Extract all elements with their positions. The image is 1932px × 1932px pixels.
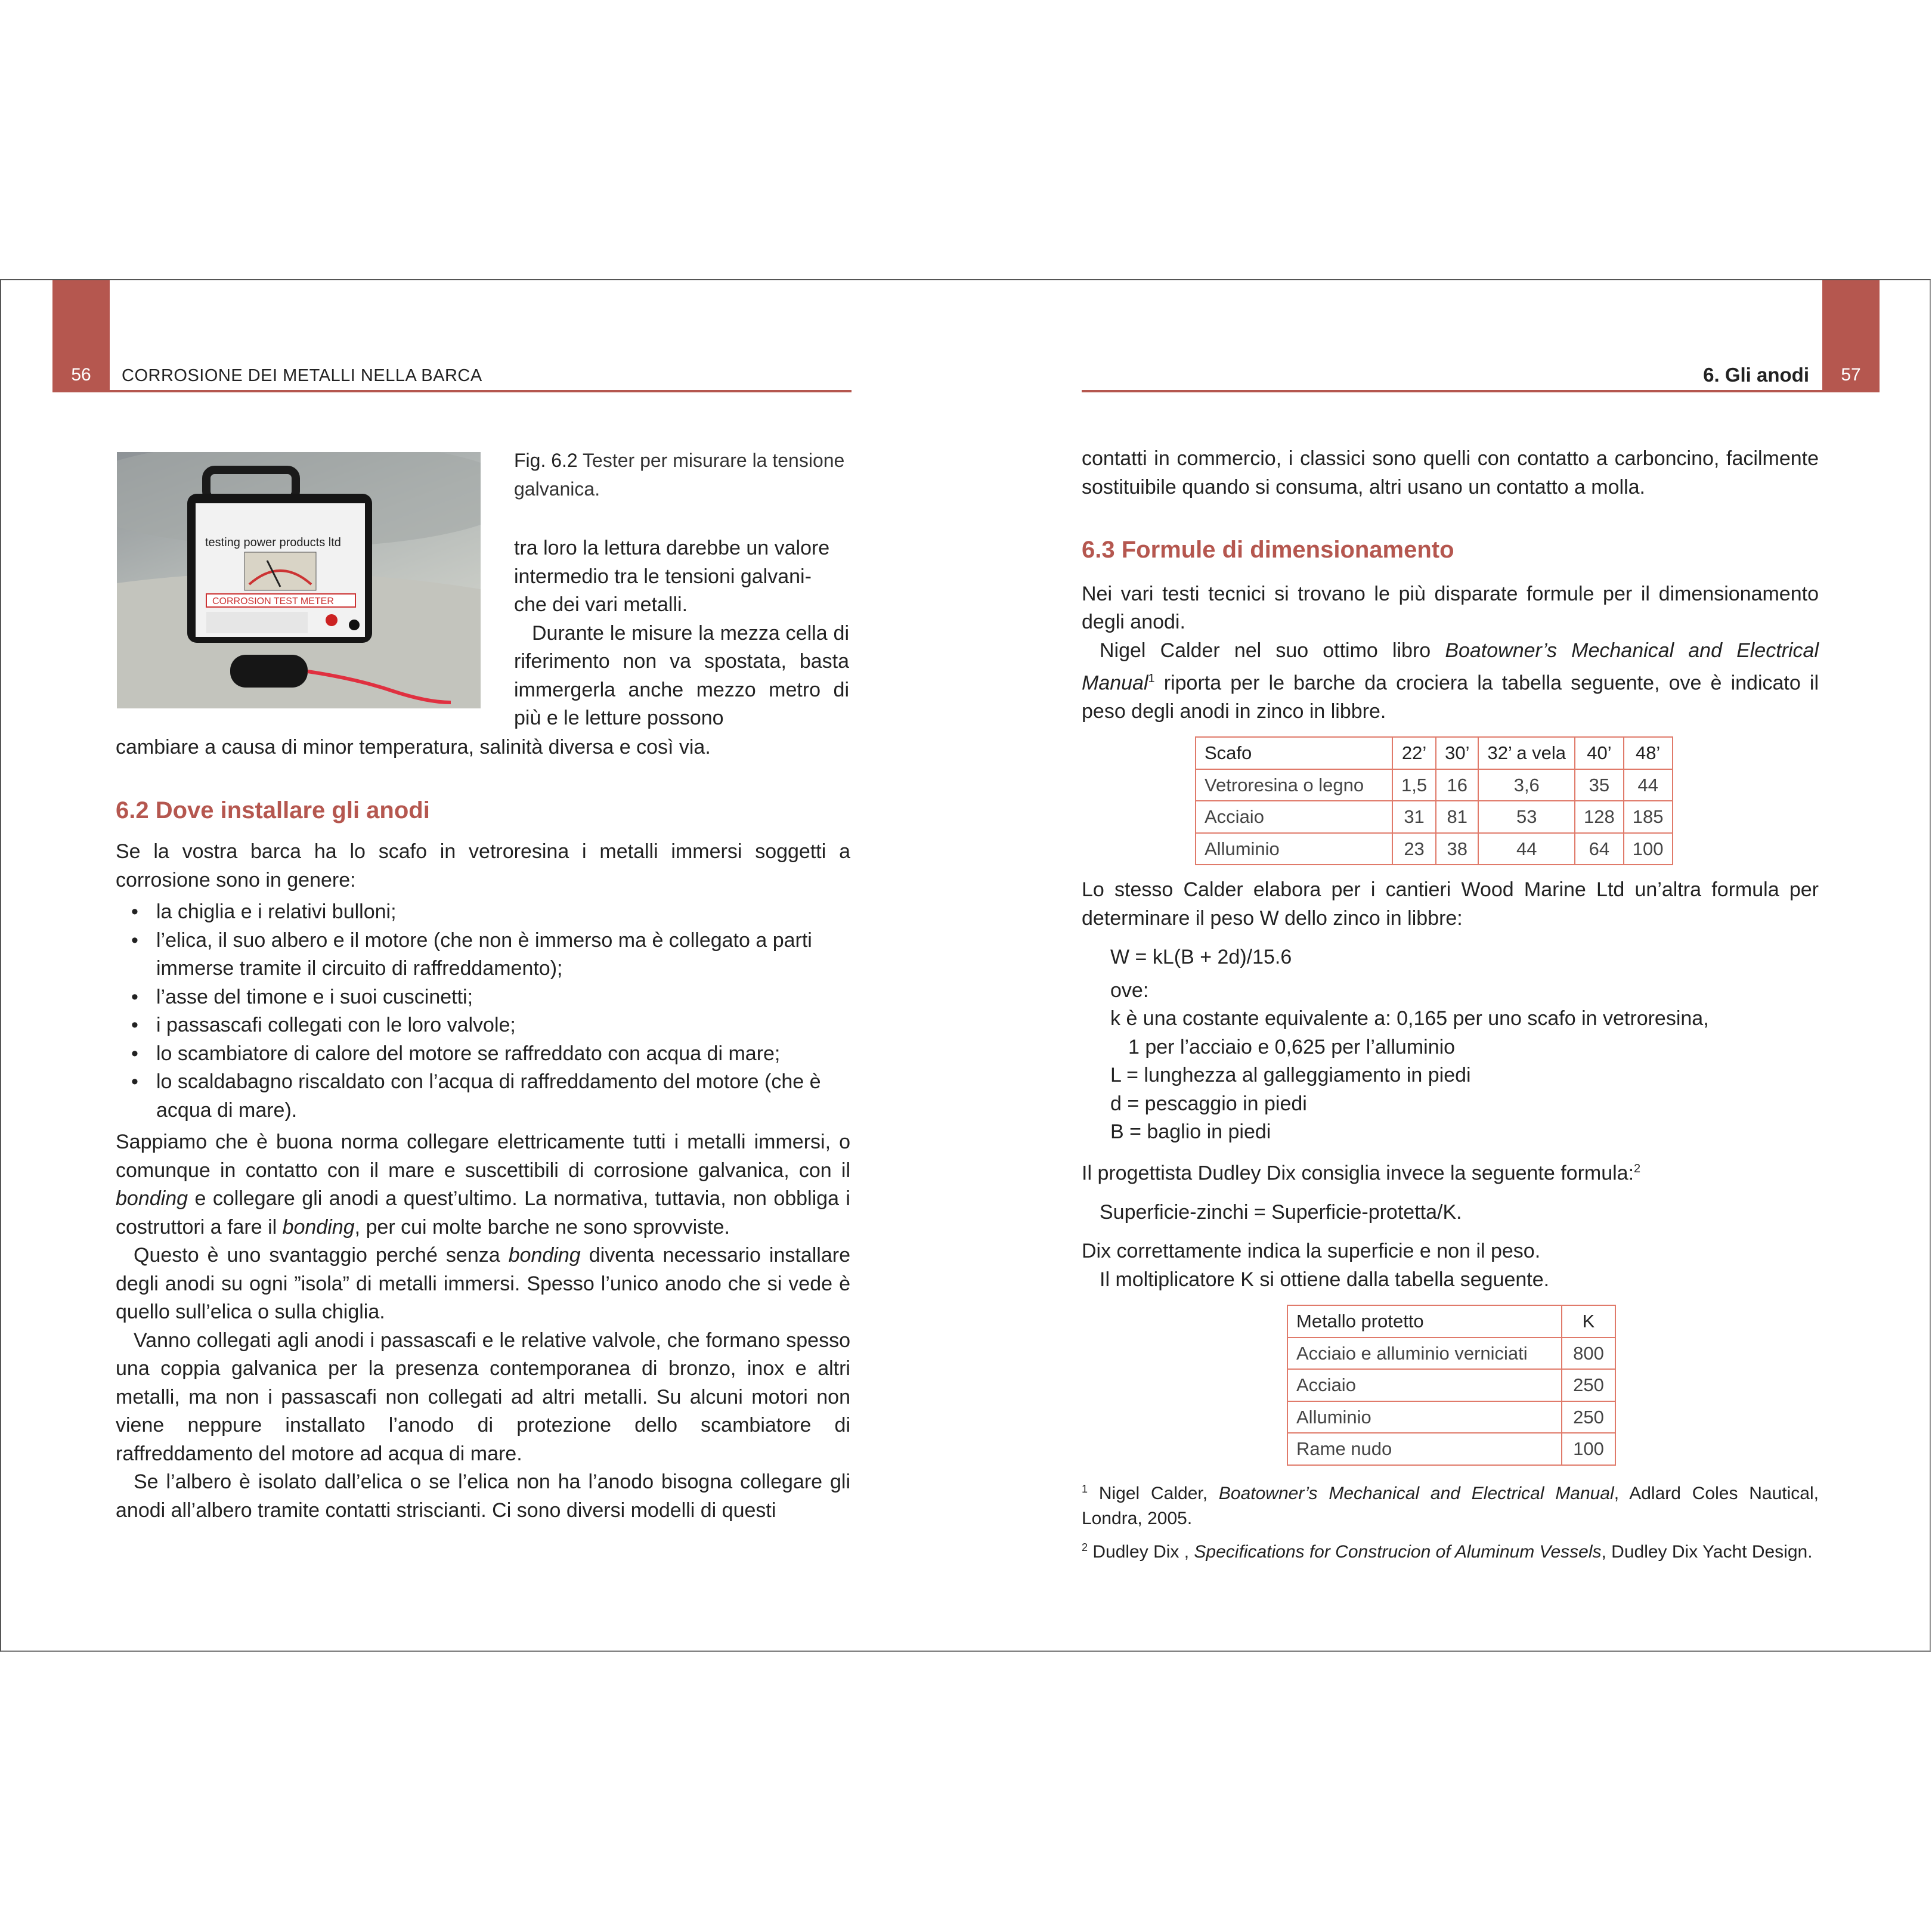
intro-tail: cambiare a causa di minor temperatura, salinità diversa e così via. — [116, 736, 711, 758]
table-row: Rame nudo 100 — [1287, 1433, 1615, 1465]
list-item: • la chiglia e i relativi bulloni; — [116, 898, 850, 927]
header-rule-right — [1082, 390, 1880, 392]
list-item: • lo scaldabagno riscaldato con l’acqua di raffreddamento del motore (che è acqua di mare). — [116, 1068, 850, 1125]
wrap-line: intermedio tra le tensioni galvani- — [514, 565, 812, 588]
paragraph: Se la vostra barca ha lo scafo in vetroresina i metalli immersi soggetti a corrosione sono in genere: — [116, 840, 850, 891]
definition-k-cont: 1 per l’acciaio e 0,625 per l’alluminio — [1128, 1035, 1456, 1058]
list-item: • l’elica, il suo albero e il motore (che non è immerso ma è collegato a parti immerse tramite il circuito di raffreddamento); — [116, 927, 850, 983]
definition-d: d = pescaggio in piedi — [1110, 1092, 1307, 1115]
definition-l: L = lunghezza al galleggiamento in piedi — [1110, 1064, 1471, 1087]
tester-device-illustration — [117, 452, 481, 708]
paragraph: Il progettista Dudley Dix consiglia invece la seguente formula:$^2$ — [1082, 1162, 1641, 1185]
paragraph: Lo stesso Calder elabora per i cantieri Wood Marine Ltd un’altra formula per determinare il peso W dello zinco in libbre: — [1082, 878, 1819, 930]
page-number-right: 57 — [1841, 365, 1861, 385]
left-column — [116, 733, 850, 1525]
page-number-left: 56 — [71, 365, 91, 385]
paragraph: Nigel Calder nel suo ottimo libro Boatowner’s Mechanical and Electrical Manual$^1$ riporta per le barche da crociera la tabella seguente, ove è indicato il peso degli anodi in zinco in libbre. — [1082, 639, 1819, 723]
right-column — [1082, 445, 1819, 1565]
k-multiplier-table — [1287, 1305, 1616, 1466]
paragraph: Il moltiplicatore K si ottiene dalla tabella seguente. — [1100, 1268, 1550, 1291]
table-row: Acciaio 250 — [1287, 1369, 1615, 1401]
definition-b: B = baglio in piedi — [1110, 1120, 1271, 1144]
table-header-row: Metallo protetto K — [1287, 1305, 1615, 1337]
figure-caption-text: Tester per misurare la tensione galvanica. — [514, 450, 845, 500]
wrap-paragraph: Durante le misure la mezza cella di riferimento non va spostata, basta immergerla anche mezzo metro di più e le letture possono — [514, 621, 849, 729]
bullet-list — [116, 898, 850, 1125]
wrap-line: tra loro la lettura darebbe un valore — [514, 537, 830, 559]
table-row: Vetroresina o legno 1,5 16 3,6 35 44 — [1196, 769, 1673, 801]
running-head: CORROSIONE DEI METALLI NELLA BARCA — [122, 366, 482, 385]
figure-caption — [514, 446, 848, 503]
list-item: • i passascafi collegati con le loro valvole; — [116, 1011, 850, 1040]
formula-surface: Superficie-zinchi = Superficie-protetta/K. — [1100, 1200, 1462, 1224]
paragraph: Dix correttamente indica la superficie e non il peso. — [1082, 1240, 1541, 1263]
figure-photo — [117, 452, 481, 708]
anode-weight-table — [1195, 736, 1673, 865]
paragraph: Vanno collegati agli anodi i passascafi e le relative valvole, che formano spesso una coppia galvanica per la presenza contemporanea di bronzo, inox e altri metalli, ma non i passascafi non collegati ad altri metalli. Su alcuni motori non viene neppure installato l’anodo di protezione dello scambiatore di raffreddamento del motore ad acqua di mare. — [116, 1329, 850, 1465]
section-heading-6-3: 6.3 Formule di dimensionamento — [1082, 537, 1454, 563]
chapter-title: 6. Gli anodi — [1703, 364, 1809, 386]
device-brand: testing power products ltd — [205, 536, 341, 549]
table-row: Alluminio 250 — [1287, 1401, 1615, 1433]
figure-label: Fig. 6.2 — [514, 450, 578, 471]
formula-where: ove: — [1110, 979, 1149, 1002]
paragraph: Se l’albero è isolato dall’elica o se l’elica non ha l’anodo bisogna collegare gli anodi all’albero tramite contatti striscianti. Ci sono diversi modelli di questi — [116, 1470, 850, 1522]
table-row: Acciaio e alluminio verniciati 800 — [1287, 1337, 1615, 1370]
paragraph: Nei vari testi tecnici si trovano le più disparate formule per il dimensionamento degli anodi. — [1082, 582, 1819, 633]
wrap-line: che dei vari metalli. — [514, 593, 688, 616]
formula-w: W = kL(B + 2d)/15.6 — [1110, 946, 1292, 969]
header-rule-left — [52, 390, 852, 392]
footnote: $^2$ Dudley Dix , Specifications for Construcion of Aluminum Vessels, Dudley Dix Yacht Design. — [1082, 1541, 1813, 1562]
continuation-paragraph: contatti in commercio, i classici sono quelli con contatto a carboncino, facilmente sostituibile quando si consuma, altri usano un contatto a molla. — [1082, 447, 1819, 499]
table-row: Acciaio 31 81 53 128 185 — [1196, 801, 1673, 833]
paragraph: Sappiamo che è buona norma collegare elettricamente tutti i metalli immersi, o comunque in contatto con il mare e suscettibili di corrosione galvanica, con il bonding e collegare gli anodi a quest’ultimo. La normativa, tuttavia, non obbliga i costruttori a fare il bonding, per cui molte barche ne sono sprovviste. — [116, 1131, 850, 1239]
table-header-row: Scafo 22’ 30’ 32’ a vela 40’ 48’ — [1196, 737, 1673, 769]
device-label: CORROSION TEST METER — [212, 596, 334, 606]
wrap-text — [514, 534, 849, 733]
footnote: $^1$ Nigel Calder, Boatowner’s Mechanical and Electrical Manual, Adlard Coles Nautical, Londra, 2005. — [1082, 1482, 1819, 1528]
list-item: • l’asse del timone e i suoi cuscinetti; — [116, 983, 850, 1012]
list-item: • lo scambiatore di calore del motore se raffreddato con acqua di mare; — [116, 1040, 850, 1069]
table-row: Alluminio 23 38 44 64 100 — [1196, 833, 1673, 865]
paragraph: Questo è uno svantaggio perché senza bonding diventa necessario installare degli anodi su ogni ”isola” di metalli immersi. Spesso l’unico anodo che si vede è quello sull’elica o sulla chiglia. — [116, 1244, 850, 1323]
section-heading-6-2: 6.2 Dove installare gli anodi — [116, 797, 430, 823]
definition-k: k è una costante equivalente a: 0,165 per uno scafo in vetroresina, — [1110, 1007, 1709, 1030]
